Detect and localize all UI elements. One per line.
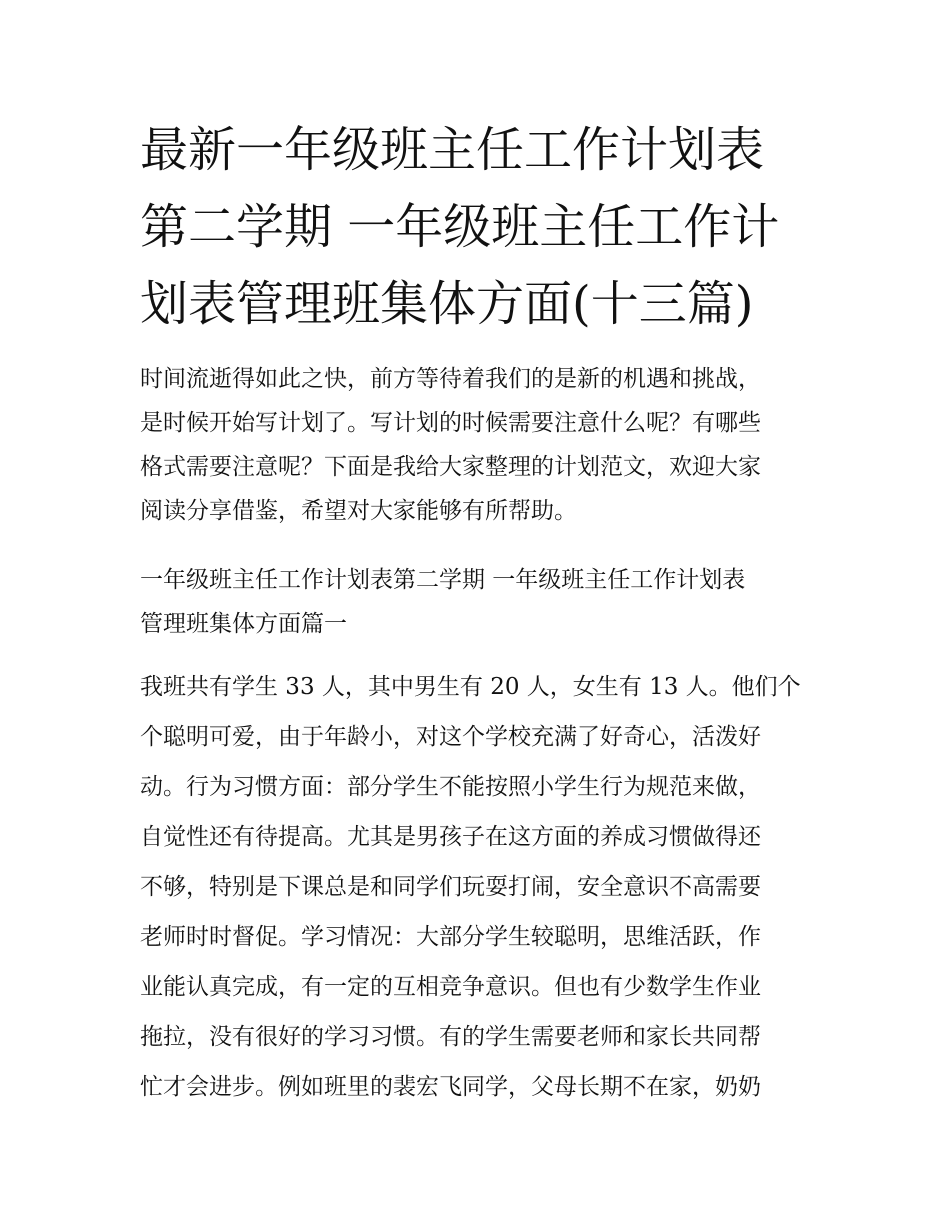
body-line: 个聪明可爱，由于年龄小，对这个学校充满了好奇心，活泼好 — [140, 724, 761, 750]
body-line: 忙才会进步。例如班里的裴宏飞同学，父母长期不在家，奶奶 — [140, 1074, 761, 1100]
body-paragraph — [140, 662, 820, 1112]
section-heading — [140, 558, 820, 646]
intro-line: 阅读分享借鉴，希望对大家能够有所帮助。 — [140, 498, 577, 524]
body-line: 老师时时督促。学习情况：大部分学生较聪明，思维活跃，作 — [140, 924, 761, 950]
title-line: 划表管理班集体方面(十三篇) — [140, 276, 754, 332]
section-heading-line: 一年级班主任工作计划表第二学期 一年级班主任工作计划表 — [140, 567, 746, 593]
section-heading-line: 管理班集体方面篇一 — [140, 611, 347, 637]
body-line: 动。行为习惯方面：部分学生不能按照小学生行为规范来做， — [140, 774, 761, 800]
body-line: 拖拉，没有很好的学习习惯。有的学生需要老师和家长共同帮 — [140, 1024, 761, 1050]
intro-line: 时间流逝得如此之快，前方等待着我们的是新的机遇和挑战， — [140, 366, 761, 392]
body-line: 业能认真完成，有一定的互相竞争意识。但也有少数学生作业 — [140, 974, 761, 1000]
title-line: 第二学期 一年级班主任工作计 — [140, 199, 780, 255]
body-line: 自觉性还有待提高。尤其是男孩子在这方面的养成习惯做得还 — [140, 824, 761, 850]
body-line: 我班共有学生 33 人，其中男生有 20 人，女生有 13 人。他们个 — [140, 674, 801, 700]
title-line: 最新一年级班主任工作计划表 — [140, 122, 765, 178]
intro-paragraph — [140, 357, 820, 533]
body-line: 不够，特别是下课总是和同学们玩耍打闹，安全意识不高需要 — [140, 874, 761, 900]
document-title — [140, 112, 820, 343]
intro-line: 格式需要注意呢？下面是我给大家整理的计划范文，欢迎大家 — [140, 454, 761, 480]
intro-line: 是时候开始写计划了。写计划的时候需要注意什么呢？有哪些 — [140, 410, 761, 436]
